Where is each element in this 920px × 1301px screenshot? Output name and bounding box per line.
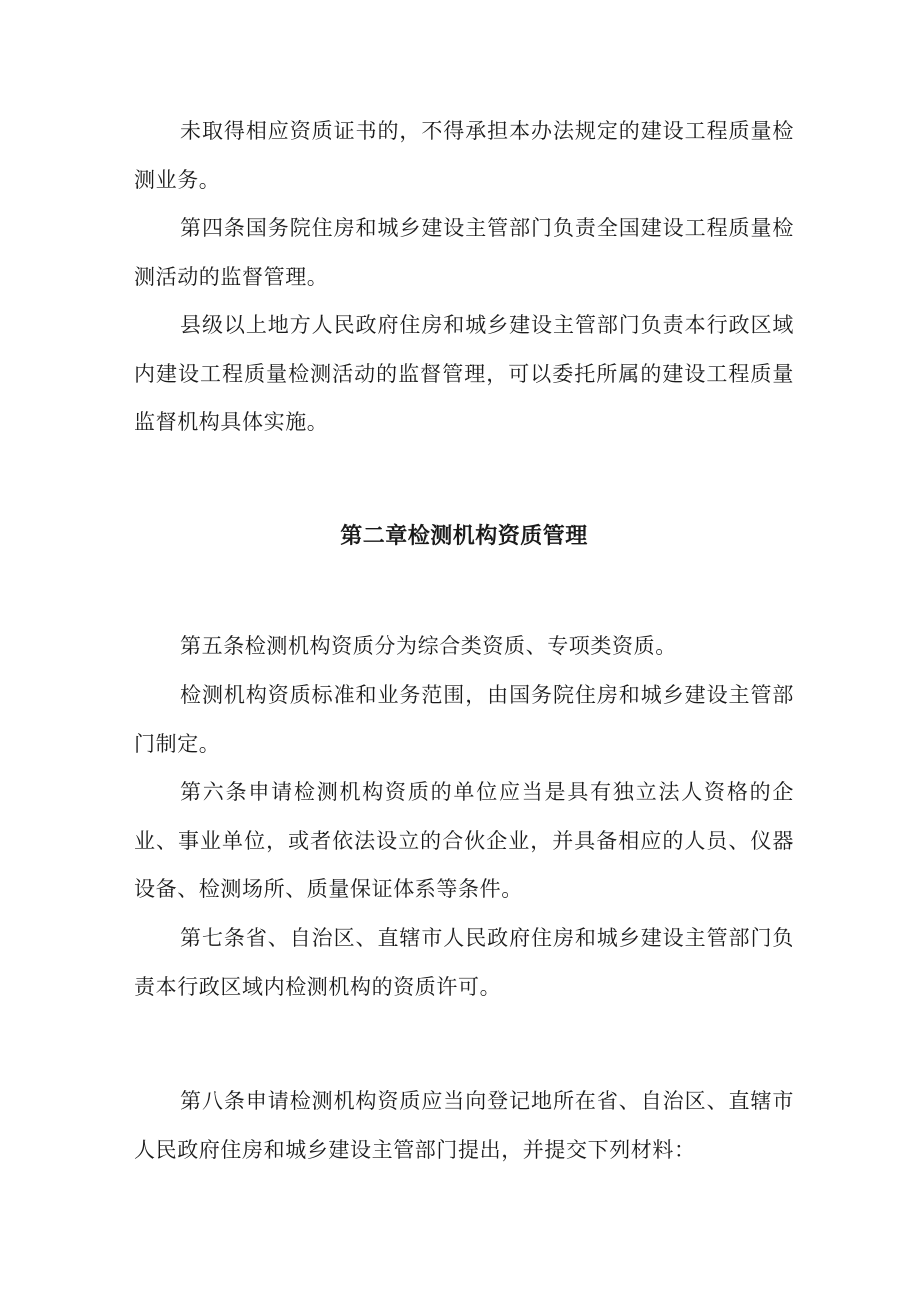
paragraph-article-6: 第六条申请检测机构资质的单位应当是具有独立法人资格的企业、事业单位，或者依法设立的合伙企业，并具备相应的人员、仪器设备、检测场所、质量保证体系等条件。 (134, 780, 794, 901)
paragraph-article-4: 第四条国务院住房和城乡建设主管部门负责全国建设工程质量检测活动的监督管理。 (134, 216, 794, 289)
paragraph-certificate-requirement: 未取得相应资质证书的，不得承担本办法规定的建设工程质量检测业务。 (134, 119, 794, 192)
paragraph-article-8: 第八条申请检测机构资质应当向登记地所在省、自治区、直辖市人民政府住房和城乡建设主管部门提出，并提交下列材料： (134, 1089, 794, 1162)
paragraph-article-7: 第七条省、自治区、直辖市人民政府住房和城乡建设主管部门负责本行政区域内检测机构的资质许可。 (134, 926, 794, 999)
chapter-heading: 第二章检测机构资质管理 (340, 524, 588, 549)
paragraph-qualification-standards: 检测机构资质标准和业务范围，由国务院住房和城乡建设主管部门制定。 (134, 683, 794, 756)
paragraph-article-5: 第五条检测机构资质分为综合类资质、专项类资质。 (180, 634, 677, 658)
paragraph-local-supervision: 县级以上地方人民政府住房和城乡建设主管部门负责本行政区域内建设工程质量检测活动的监督管理，可以委托所属的建设工程质量监督机构具体实施。 (134, 313, 794, 434)
